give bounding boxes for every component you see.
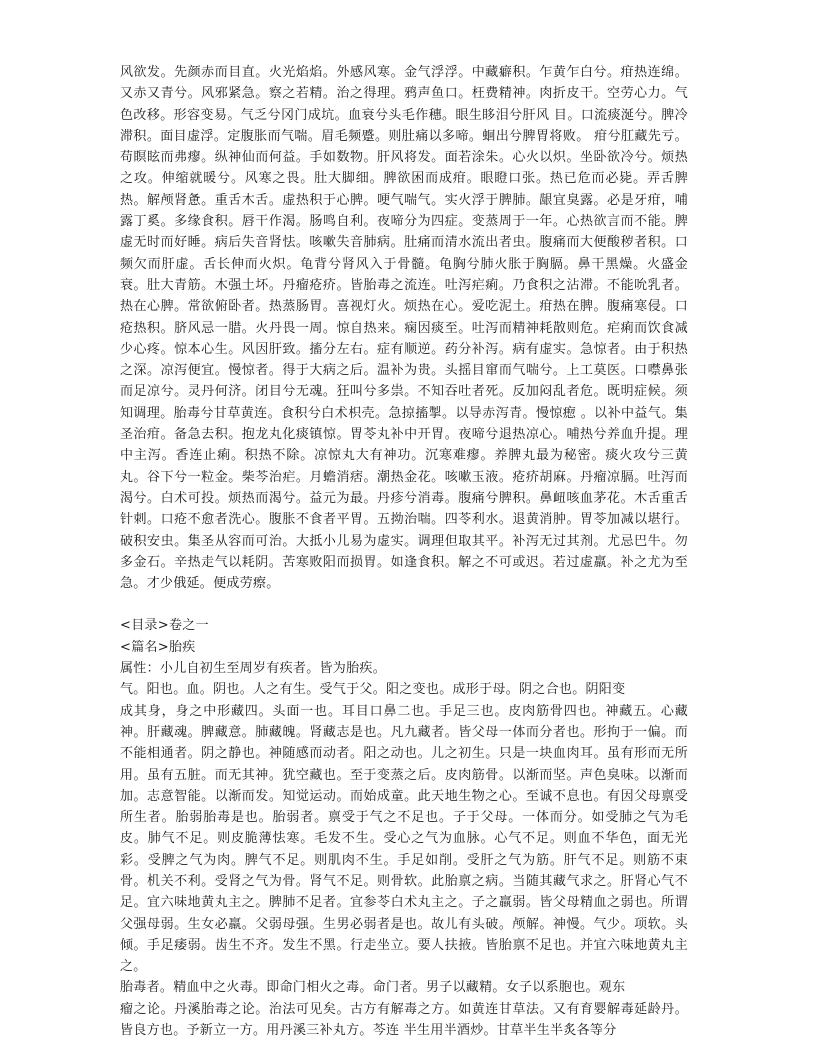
toc-heading: <目录>卷之一 bbox=[120, 618, 209, 634]
paragraph-qi-blood-first-line: 气。阳也。血。阴也。人之有生。受气于父。阳之变也。成形于母。阴之合也。阴阳变 bbox=[120, 682, 626, 698]
document-page bbox=[120, 62, 688, 1041]
section-heading: <篇名>胎疾 bbox=[120, 639, 196, 655]
attribute-line: 属性：小儿自初生至周岁有疾者。皆为胎疾。 bbox=[120, 661, 387, 677]
paragraph-gap bbox=[120, 594, 688, 615]
paragraph-intro-verse: 风欲发。先颜赤而目直。火光焰焰。外感风寒。金气浮浮。中藏癖积。乍黄乍白兮。疳热连绵。又赤又青兮。风邪紧急。察之若精。治之得理。鸦声鱼口。枉费精神。肉折皮干。空劳心力。气色改移。形容变易。气乏兮冈门成坑。血衰兮头毛作穗。眼生眵泪兮肝风 目。口流痰涎兮。脾冷滞积。面目虚浮。定腹胀而气喘。眉毛频蹙。则肚痛以多啼。蛔出兮脾胃将败。 疳兮肛藏先亏。苟瞑眩而弗瘳。纵神仙而何益。手如数物。肝风将发。面若涂朱。心火以炽。坐卧欲冷兮。烦热之攻。伸缩就暖兮。风寒之畏。肚大脚细。脾欲困而成疳。眼瞪口张。热已危而必毙。弄舌脾热。解颅肾惫。重舌木舌。虚热积于心脾。哽气喘气。实火浮于脾肺。龈宜臭露。必是牙疳，哺露丁奚。多缘食积。唇干作渴。肠鸣自利。夜啼分为四症。变蒸周于一年。心热欲言而不能。脾虚无时而好睡。病后失音肾怯。咳嗽失音肺病。肚痛而清水流出者虫。腹痛而大便酸秽者积。口频欠而肝虚。舌长伸而火炽。龟背兮肾风入于骨髓。龟胸兮肺火胀于胸膈。鼻干黑燥。火盛金衰。肚大青筋。木强土坏。丹瘤疮疥。皆胎毒之流连。吐泻疟痢。乃食积之沾滞。不能吮乳者。热在心脾。常欲俯卧者。热蒸肠胃。喜视灯火。烦热在心。爱吃泥土。疳热在脾。腹痛寒侵。口疮热积。脐风忌一腊。火丹畏一周。惊自热来。痫因痰至。吐泻而精神耗散则危。疟痢而饮食减少心疼。惊本心生。风因肝致。搐分左右。症有顺逆。药分补泻。病有虚实。急惊者。由于积热之深。凉泻便宜。慢惊者。得于大病之后。温补为贵。头摇目窜而气喘兮。上工莫医。口噤鼻张而足凉兮。灵丹何济。闭目兮无魂。狂叫兮多祟。不知吞吐者死。反加闷乱者危。既明症候。须知调理。胎毒兮甘草黄连。食积兮白术枳壳。急掠搐掣。以导赤泻青。慢惊瘛 。以补中益气。集圣治疳。备急去积。抱龙丸化痰镇惊。胃苓丸补中开胃。夜啼兮退热凉心。哺热兮养血升提。理中主泻。香连止痢。积热不除。凉惊丸大有神功。沉寒难瘳。养脾丸最为秘密。痰火攻兮三黄丸。谷下兮一粒金。柴芩治疟。月蟾消痞。潮热金花。咳嗽玉液。疮疥胡麻。丹瘤凉膈。吐泻而渴兮。白术可投。烦热而渴兮。益元为最。丹疹兮消毒。腹痛兮脾积。鼻衄咳血茅花。木舌重舌针刺。口疮不愈者洗心。腹胀不食者平胃。五拗治喘。四苓利水。退黄消肿。胃苓加减以堪行。破积安虫。集圣从容而可治。大抵小儿易为虚实。调理但取其平。补泻无过其剂。尤忌巴牛。勿多金石。辛热走气以耗阴。苦寒败阳而损胃。如逢食积。解之不可或迟。若过虚羸。补之尤为至急。才少俄延。便成劳瘵。 bbox=[120, 65, 688, 592]
paragraph-fetal-toxin-first-line: 胎毒者。精血中之火毒。即命门相火之毒。命门者。男子以藏精。女子以系胞也。观东 bbox=[120, 980, 626, 996]
paragraph-fetal-toxin: 瘤之论。丹溪胎毒之论。治法可见矣。古方有解毒之方。如黄连甘草法。又有育婴解毒延龄丹。皆良方也。予新立一方。用丹溪三补丸方。芩连 半生用半酒炒。甘草半生半炙各等分 bbox=[120, 1001, 688, 1039]
paragraph-qi-blood: 成其身，身之中形藏四。头面一也。耳目口鼻二也。手足三也。皮肉筋骨四也。神藏五。心藏神。肝藏魂。脾藏意。肺藏魄。肾藏志是也。凡九藏者。皆父母一体而分者也。形拘于一偏。而不能相通者。阴之静也。神随感而动者。阳之动也。儿之初生。只是一块血肉耳。虽有形而无所用。虽有五脏。而无其神。犹空藏也。至于变蒸之后。皮肉筋骨。以渐而坚。声色臭味。以渐而加。志意智能。以渐而发。知觉运动。而始成童。此天地生物之心。至诚不息也。有因父母禀受所生者。胎弱胎毒是也。胎弱者。禀受于气之不足也。子于父母。一体而分。如受肺之气为毛皮。肺气不足。则皮脆薄怯寒。毛发不生。受心之气为血脉。心气不足。则血不华色，面无光彩。受脾之气为肉。脾气不足。则肌肉不生。手足如削。受肝之气为筋。肝气不足。则筋不束骨。机关不利。受肾之气为骨。肾气不足。则骨软。此胎禀之病。当随其藏气求之。肝肾心气不足。宜六味地黄丸主之。脾肺不足者。宜参苓白术丸主之。子之羸弱。皆父母精血之弱也。所谓父强母弱。生女必羸。父弱母强。生男必弱者是也。故儿有头破。颅解。神慢。气少。项软。头倾。手足痿弱。齿生不齐。发生不黑。行走坐立。要人扶掖。皆胎禀不足也。并宜六味地黄丸主之。 bbox=[120, 703, 688, 975]
